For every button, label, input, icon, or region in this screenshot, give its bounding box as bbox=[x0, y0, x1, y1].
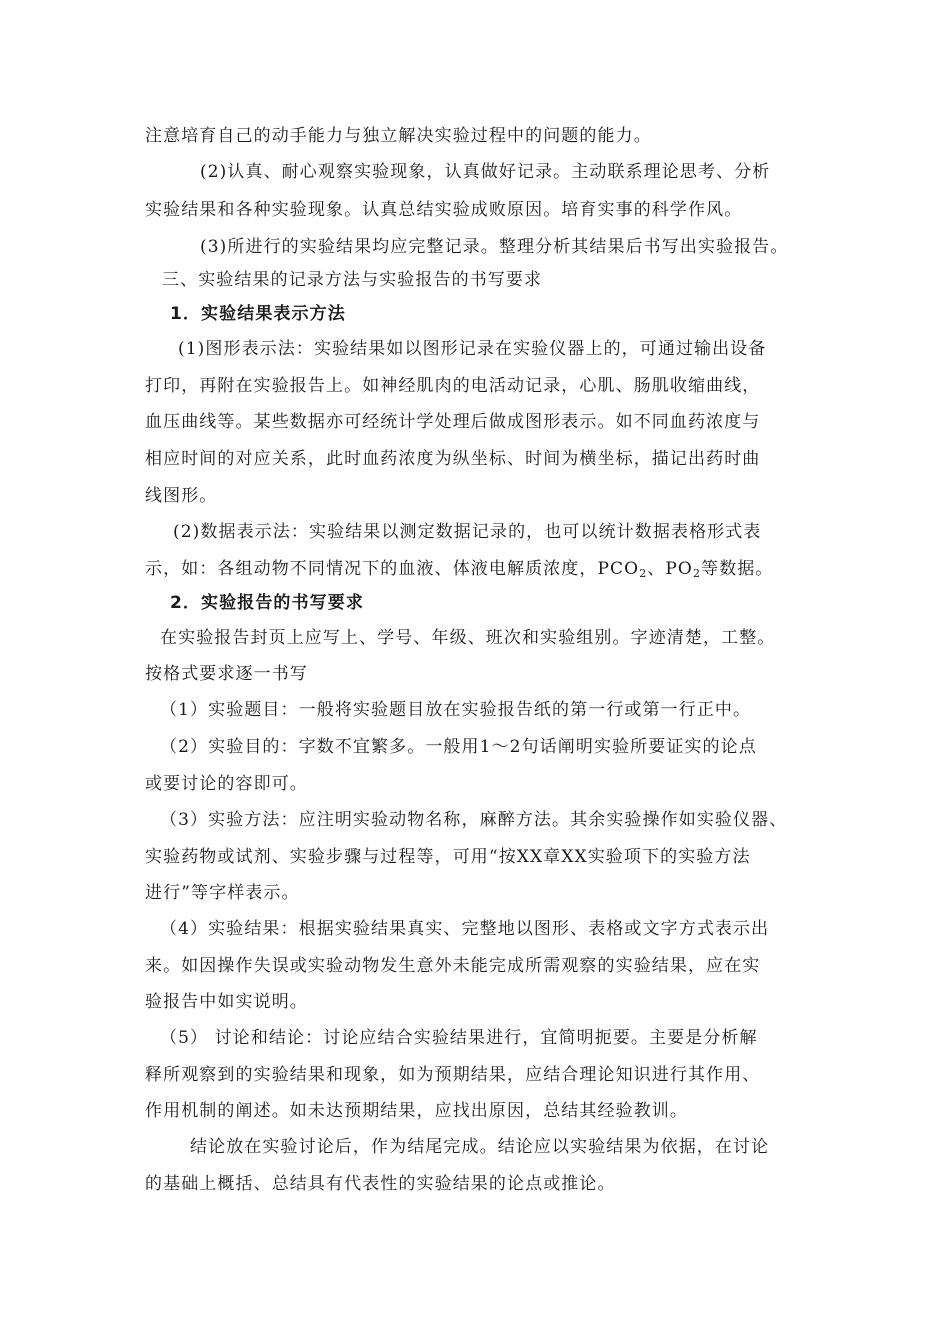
subsection-heading: 1．实验结果表示方法 bbox=[170, 304, 346, 324]
paragraph-line: 作用机制的阐述。如未达预期结果，应找出原因，总结其经验教训。 bbox=[145, 1101, 688, 1121]
paragraph-line: 按格式要求逐一书写 bbox=[145, 664, 308, 684]
paragraph-line: 的基础上概括、总结具有代表性的实验结果的论点或推论。 bbox=[145, 1174, 616, 1194]
subscript: 2 bbox=[639, 567, 648, 580]
paragraph-line: 验报告中如实说明。 bbox=[145, 992, 308, 1012]
paragraph-line: 在实验报告封页上应写上、学号、年级、班次和实验组别。字迹清楚，工整。 bbox=[160, 628, 776, 648]
paragraph-line: 进行”等字样表示。 bbox=[145, 883, 300, 903]
subscript: 2 bbox=[692, 567, 702, 580]
paragraph-line: (1)图形表示法：实验结果如以图形记录在实验仪器上的，可通过输出设备 bbox=[178, 339, 767, 359]
text-run: 示，如：各组动物不同情况下的血液、体液电解质浓度，PCO bbox=[145, 559, 640, 579]
paragraph-line: 注意培育自己的动手能力与独立解决实验过程中的问题的能力。 bbox=[145, 126, 652, 146]
text-run: 、PO bbox=[647, 559, 693, 579]
paragraph-line: （4）实验结果：根据实验结果真实、完整地以图形、表格或文字方式表示出 bbox=[160, 919, 770, 939]
paragraph-line bbox=[145, 557, 774, 581]
text-run: 等数据。 bbox=[701, 559, 774, 579]
paragraph-line: (2)数据表示法：实验结果以测定数据记录的，也可以统计数据表格形式表 bbox=[173, 522, 762, 542]
paragraph-line: 打印，再附在实验报告上。如神经肌肉的电活动记录，心肌、肠肌收缩曲线， bbox=[145, 376, 761, 396]
subsection-heading: 2．实验报告的书写要求 bbox=[170, 593, 364, 613]
paragraph-line: （3）实验方法：应注明实验动物名称，麻醉方法。其余实验操作如实验仪器、 bbox=[160, 810, 788, 830]
paragraph-line: (3)所进行的实验结果均应完整记录。整理分析其结果后书写出实验报告。 bbox=[200, 237, 789, 257]
paragraph-line: （2）实验目的：字数不宜繁多。一般用1～2句话阐明实验所要证实的论点 bbox=[160, 737, 757, 757]
paragraph-line: 实验结果和各种实验现象。认真总结实验成败原因。培育实事的科学作风。 bbox=[145, 200, 743, 220]
paragraph-line: 或要讨论的容即可。 bbox=[145, 774, 308, 794]
paragraph-line: (2)认真、耐心观察实验现象，认真做好记录。主动联系理论思考、分析 bbox=[200, 162, 771, 182]
section-heading: 三、实验结果的记录方法与实验报告的书写要求 bbox=[162, 270, 543, 290]
paragraph-line: 实验药物或试剂、实验步骤与过程等，可用“按XX章XX实验项下的实验方法 bbox=[145, 847, 751, 867]
paragraph-line: 释所观察到的实验结果和现象，如为预期结果，应结合理论知识进行其作用、 bbox=[145, 1065, 761, 1085]
paragraph-line: 相应时间的对应关系，此时血药浓度为纵坐标、时间为横坐标，描记出药时曲 bbox=[145, 449, 761, 469]
paragraph-line: 血压曲线等。某些数据亦可经统计学处理后做成图形表示。如不同血药浓度与 bbox=[145, 412, 761, 432]
paragraph-line: （1）实验题目：一般将实验题目放在实验报告纸的第一行或第一行正中。 bbox=[160, 700, 752, 720]
paragraph-line: 来。如因操作失误或实验动物发生意外未能完成所需观察的实验结果，应在实 bbox=[145, 956, 761, 976]
paragraph-line: 线图形。 bbox=[145, 486, 218, 506]
paragraph-line: 结论放在实验讨论后，作为结尾完成。结论应以实验结果为依据，在讨论 bbox=[190, 1137, 770, 1157]
paragraph-line: （5） 讨论和结论：讨论应结合实验结果进行，宜简明扼要。主要是分析解 bbox=[160, 1028, 758, 1048]
